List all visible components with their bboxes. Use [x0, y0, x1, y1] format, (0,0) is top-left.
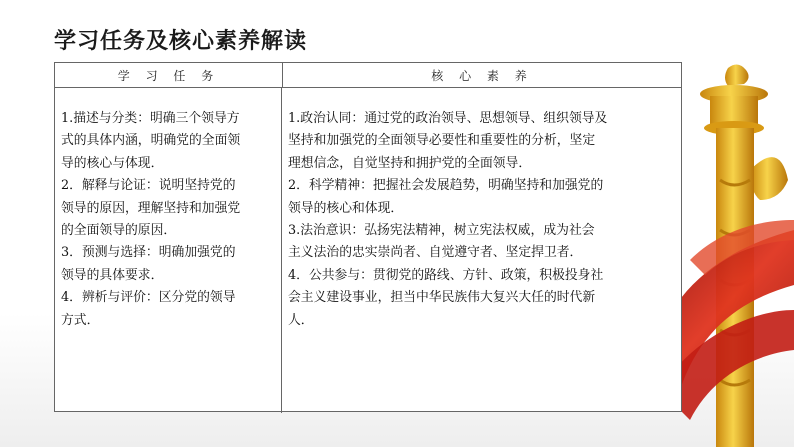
literacy-line: 主义法治的忠实崇尚者、自觉遵守者、坚定捍卫者． — [288, 245, 583, 261]
header-learning-tasks: 学 习 任 务 — [55, 63, 283, 87]
literacy-line: 理想信念，自觉坚持和拥护党的全面领导． — [288, 155, 532, 171]
task-line: 导的核心与体现． — [61, 155, 164, 171]
literacy-line: 领导的核心和体现． — [288, 200, 404, 216]
literacy-line: 3.法治意识：弘扬宪法精神，树立宪法权威，成为社会 — [288, 223, 595, 239]
task-line: 式的具体内涵，明确党的全面领 — [61, 133, 241, 149]
literacy-line: 会主义建设事业，担当中华民族伟大复兴大任的时代新 — [288, 290, 596, 306]
table-body-row — [55, 88, 681, 413]
header-core-literacy: 核 心 素 养 — [431, 68, 533, 83]
task-line: 2．解释与论证：说明坚持党的 — [61, 178, 236, 194]
task-line: 领导的原因，理解坚持和加强党 — [61, 200, 241, 216]
table-header-row — [55, 63, 681, 88]
literacy-line: 1.政治认同：通过党的政治领导、思想领导、组织领导及 — [288, 111, 608, 126]
learning-tasks-cell — [55, 88, 282, 413]
task-line: 4．辨析与评价：区分党的领导 — [61, 290, 236, 306]
literacy-line: 2．科学精神：把握社会发展趋势，明确坚持和加强党的 — [288, 178, 604, 194]
summary-table — [54, 62, 682, 412]
literacy-line: 坚持和加强党的全面领导必要性和重要性的分析，坚定 — [288, 133, 596, 149]
task-line: 方式． — [61, 312, 100, 328]
core-literacy-cell — [282, 88, 681, 413]
task-line: 的全面领导的原因． — [61, 223, 177, 239]
page-title: 学习任务及核心素养解读 — [54, 29, 308, 54]
task-line: 1.描述与分类：明确三个领导方 — [61, 111, 240, 126]
task-line: 领导的具体要求． — [61, 267, 164, 283]
literacy-line: 4．公共参与：贯彻党的路线、方针、政策，积极投身社 — [288, 267, 604, 283]
literacy-line: 人． — [288, 312, 314, 328]
task-line: 3．预测与选择：明确加强党的 — [61, 245, 236, 261]
